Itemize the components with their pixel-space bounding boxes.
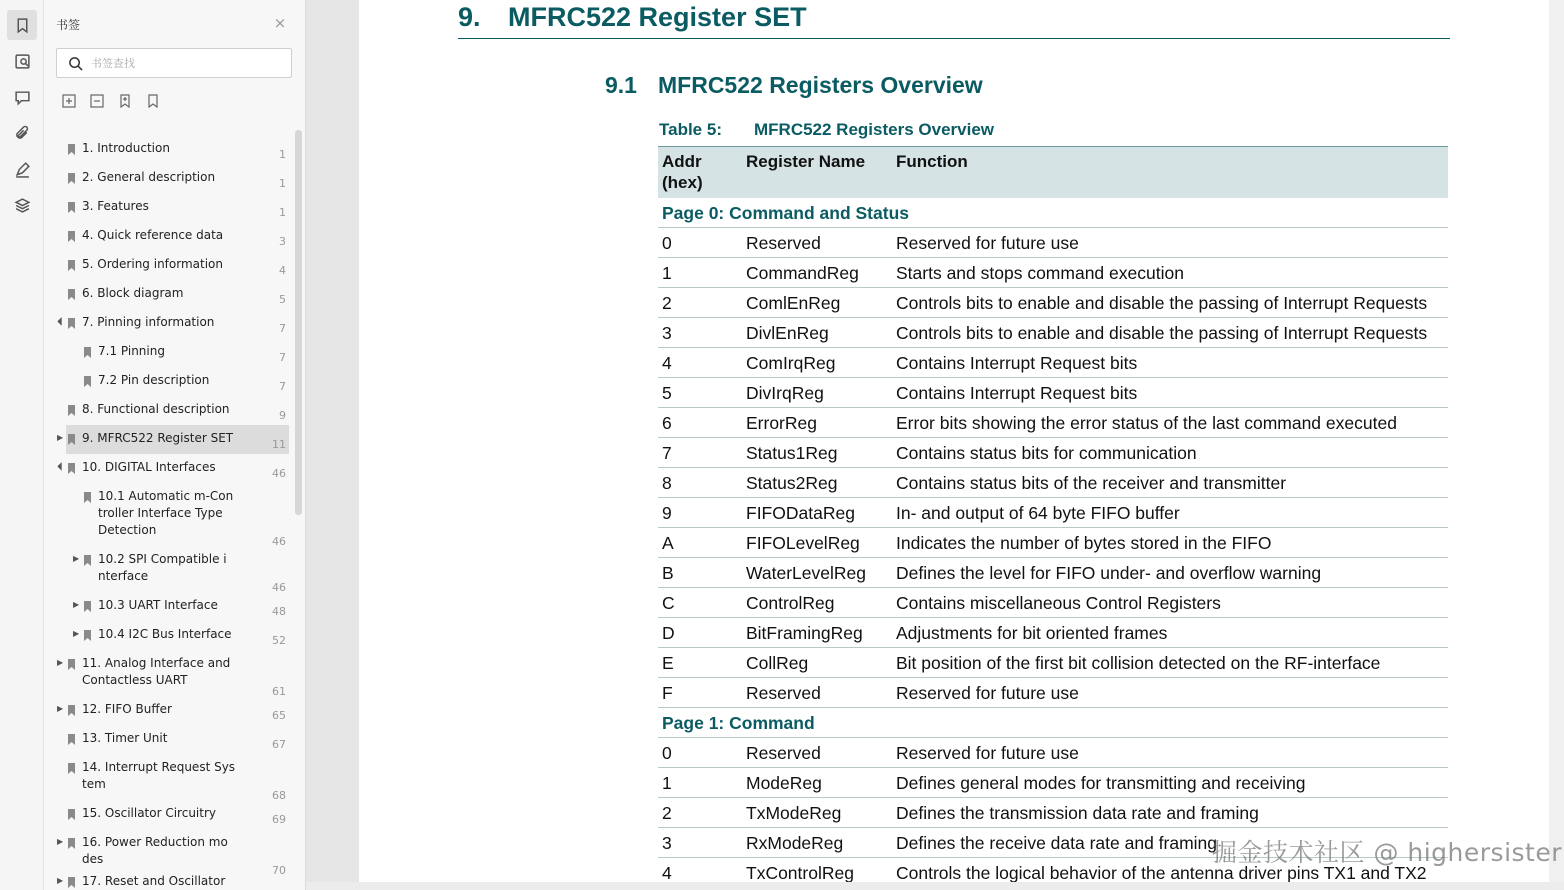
- expand-arrow-icon[interactable]: ▶: [73, 629, 80, 638]
- cell-addr: 4: [662, 863, 672, 882]
- bookmark-page-number: 67: [272, 738, 286, 751]
- cell-register-name: WaterLevelReg: [746, 563, 866, 583]
- bookmark-label: 17. Reset and Oscillator: [82, 874, 226, 888]
- expand-arrow-icon[interactable]: ▶: [57, 658, 64, 667]
- bookmark-label: 7.1 Pinning: [98, 344, 165, 358]
- bookmark-icon: [68, 658, 75, 669]
- attachment-icon[interactable]: [7, 118, 37, 148]
- bookmark-label: 4. Quick reference data: [82, 228, 224, 242]
- table-row: [658, 318, 1448, 348]
- search-icon: [68, 56, 83, 71]
- document-page: [359, 0, 1549, 882]
- bookmark-label: 10. DIGITAL Interfaces: [82, 460, 216, 474]
- section-label: Page 0: Command and Status: [662, 203, 909, 223]
- layers-icon[interactable]: [7, 190, 37, 220]
- table-caption-number: Table 5:: [659, 120, 722, 139]
- cell-register-name: FIFODataReg: [746, 503, 855, 523]
- bookmark-page-number: 1: [279, 177, 286, 190]
- bookmark-icon: [84, 554, 91, 565]
- bookmark-label: 3. Features: [82, 199, 149, 213]
- cell-register-name: RxModeReg: [746, 833, 844, 853]
- table-row: [658, 558, 1448, 588]
- cell-addr: 1: [662, 263, 672, 283]
- cell-function: Defines general modes for transmitting and receiving: [896, 773, 1306, 793]
- bookmark-icon: [68, 876, 75, 887]
- cell-function: Adjustments for bit oriented frames: [896, 623, 1168, 643]
- bookmark-page-number: 3: [279, 235, 286, 248]
- bookmark-page-number: 1: [279, 206, 286, 219]
- table-row: [658, 438, 1448, 468]
- cell-function: Reserved for future use: [896, 743, 1079, 763]
- table-row: [658, 228, 1448, 258]
- expand-arrow-icon[interactable]: ▶: [57, 704, 64, 713]
- bookmark-label: 5. Ordering information: [82, 257, 223, 271]
- collapse-all-icon[interactable]: [90, 93, 106, 109]
- cell-function: Controls bits to enable and disable the passing of Interrupt Requests: [896, 293, 1428, 313]
- expand-arrow-icon[interactable]: ▶: [57, 837, 64, 846]
- cell-function: Defines the transmission data rate and framing: [896, 803, 1259, 823]
- table-row: [658, 588, 1448, 618]
- table-row: [658, 408, 1448, 438]
- close-icon[interactable]: ×: [273, 14, 287, 32]
- collapse-arrow-icon[interactable]: ◢: [56, 316, 68, 328]
- comment-icon[interactable]: [7, 82, 37, 112]
- signature-icon[interactable]: [7, 154, 37, 184]
- bookmark-page-number: 7: [279, 380, 286, 393]
- cell-register-name: TxControlReg: [746, 863, 854, 882]
- cell-addr: 7: [662, 443, 672, 463]
- bookmark-page-number: 46: [272, 535, 286, 548]
- cell-addr: 5: [662, 383, 672, 403]
- collapse-arrow-icon[interactable]: ◢: [56, 461, 68, 473]
- cell-addr: 3: [662, 833, 672, 853]
- table-row: [658, 468, 1448, 498]
- bookmark-page-number: 7: [279, 351, 286, 364]
- cell-register-name: Reserved: [746, 683, 821, 703]
- table-row: [658, 348, 1448, 378]
- bookmark-page-number: 46: [272, 581, 286, 594]
- cell-addr: B: [662, 563, 674, 583]
- cell-addr: C: [662, 593, 675, 613]
- expand-arrow-icon[interactable]: ▶: [57, 433, 64, 442]
- cell-register-name: CollReg: [746, 653, 809, 673]
- bookmark-label: 8. Functional description: [82, 402, 230, 416]
- bookmark-icon: [68, 288, 75, 299]
- bookmark-page-number: 69: [272, 813, 286, 826]
- expand-arrow-icon[interactable]: ▶: [73, 600, 80, 609]
- cell-register-name: FIFOLevelReg: [746, 533, 860, 553]
- bookmark-label: 1. Introduction: [82, 141, 170, 155]
- expand-all-icon[interactable]: [62, 93, 78, 109]
- bookmark-icon: [68, 808, 75, 819]
- bookmark-icon: [68, 201, 75, 212]
- bookmark-label: 10.4 I2C Bus Interface: [98, 627, 232, 641]
- cell-function: Contains status bits of the receiver and transmitter: [896, 473, 1287, 493]
- cell-register-name: ComIrqReg: [746, 353, 836, 373]
- image-search-icon[interactable]: [7, 46, 37, 76]
- cell-register-name: CommandReg: [746, 263, 859, 283]
- cell-register-name: ErrorReg: [746, 413, 817, 433]
- bookmark-outline-icon[interactable]: [146, 93, 162, 109]
- bookmark-icon: [68, 404, 75, 415]
- bookmark-icon: [68, 259, 75, 270]
- right-scroll-strip[interactable]: [1549, 0, 1564, 890]
- cell-function: Contains Interrupt Request bits: [896, 383, 1138, 403]
- cell-function: Controls the logical behavior of the antenna driver pins TX1 and TX2: [896, 863, 1427, 882]
- bookmark-page-number: 61: [272, 685, 286, 698]
- bookmark-icon: [68, 837, 75, 848]
- bookmark-label: 7. Pinning information: [82, 315, 215, 329]
- cell-register-name: TxModeReg: [746, 803, 842, 823]
- cell-addr: 9: [662, 503, 672, 523]
- panel-scrollbar[interactable]: [295, 130, 302, 515]
- bookmark-icon: [68, 733, 75, 744]
- section-label: Page 1: Command: [662, 713, 815, 733]
- bookmark-icon: [84, 600, 91, 611]
- header-addr-line1: Addr: [662, 152, 702, 171]
- cell-function: Reserved for future use: [896, 683, 1079, 703]
- watermark: 掘金技术社区 @ highersister: [1212, 838, 1563, 867]
- bookmark-icon: [68, 433, 75, 444]
- bookmark-icon: [84, 629, 91, 640]
- expand-arrow-icon[interactable]: ▶: [57, 876, 64, 885]
- table-row: [658, 498, 1448, 528]
- bookmark-label: 12. FIFO Buffer: [82, 702, 172, 716]
- bookmark-icon: [84, 491, 91, 502]
- panel-title: 书签: [56, 18, 81, 32]
- bookmark-icon: [68, 762, 75, 773]
- table-caption: [659, 120, 994, 140]
- cell-addr: 6: [662, 413, 672, 433]
- bookmark-page-number: 5: [279, 293, 286, 306]
- cell-function: Starts and stops command execution: [896, 263, 1184, 283]
- bookmark-page-number: 52: [272, 634, 286, 647]
- bookmark-label: 13. Timer Unit: [82, 731, 168, 745]
- bookmark-label: 16. Power Reduction mo des: [82, 835, 228, 866]
- bookmark-icon: [68, 230, 75, 241]
- cell-register-name: BitFramingReg: [746, 623, 863, 643]
- table-row: [658, 738, 1448, 768]
- add-bookmark-icon[interactable]: [118, 93, 134, 109]
- expand-arrow-icon[interactable]: ▶: [73, 554, 80, 563]
- section-title: MFRC522 Register SET: [508, 2, 807, 32]
- table-row: [658, 528, 1448, 558]
- bookmark-page-number: 68: [272, 789, 286, 802]
- cell-addr: 0: [662, 743, 672, 763]
- header-addr: [662, 151, 703, 193]
- bookmark-icon: [84, 375, 91, 386]
- bookmark-icon: [68, 704, 75, 715]
- cell-register-name: ModeReg: [746, 773, 822, 793]
- bookmark-label: 10.3 UART Interface: [98, 598, 218, 612]
- cell-addr: 3: [662, 323, 672, 343]
- bookmark-label: 6. Block diagram: [82, 286, 184, 300]
- bookmark-label: 15. Oscillator Circuitry: [82, 806, 217, 820]
- bookmark-page-number: 4: [279, 264, 286, 277]
- cell-function: Controls bits to enable and disable the passing of Interrupt Requests: [896, 323, 1428, 343]
- table-row: [658, 678, 1448, 708]
- table-caption-text: MFRC522 Registers Overview: [754, 120, 994, 139]
- cell-addr: 2: [662, 803, 672, 823]
- subsection-heading: [605, 72, 983, 99]
- cell-function: Contains Interrupt Request bits: [896, 353, 1138, 373]
- bookmark-page-number: 46: [272, 467, 286, 480]
- cell-function: In- and output of 64 byte FIFO buffer: [896, 503, 1180, 523]
- cell-register-name: ControlReg: [746, 593, 835, 613]
- bookmark-panel: [44, 0, 306, 890]
- cell-register-name: Reserved: [746, 743, 821, 763]
- cell-addr: F: [662, 683, 673, 703]
- bookmark-page-number: 70: [272, 864, 286, 877]
- bookmark-page-number: 65: [272, 709, 286, 722]
- bookmark-page-number: 11: [272, 438, 286, 451]
- bookmark-icon: [68, 172, 75, 183]
- left-icon-rail: [0, 0, 44, 890]
- cell-function: Defines the receive data rate and framing: [896, 833, 1218, 853]
- table-row: [658, 378, 1448, 408]
- bookmark-label: 7.2 Pin description: [98, 373, 210, 387]
- bookmark-icon: [68, 317, 75, 328]
- table-row: [658, 648, 1448, 678]
- cell-addr: 2: [662, 293, 672, 313]
- cell-function: Error bits showing the error status of the last command executed: [896, 413, 1397, 433]
- header-function: Function: [896, 152, 968, 171]
- bookmark-label: 11. Analog Interface and Contactless UART: [82, 656, 231, 687]
- bottom-status-strip: [306, 882, 1564, 890]
- bookmark-search-input[interactable]: [91, 54, 281, 72]
- cell-addr: A: [662, 533, 674, 553]
- bookmark-icon: [68, 462, 75, 473]
- header-addr-line2: (hex): [662, 173, 703, 192]
- table-row: [658, 288, 1448, 318]
- bookmark-label: 9. MFRC522 Register SET: [82, 431, 234, 445]
- cell-function: Indicates the number of bytes stored in the FIFO: [896, 533, 1272, 553]
- table-section-row: [658, 198, 1448, 228]
- table-header: [658, 146, 1448, 198]
- table-row: [658, 768, 1448, 798]
- bookmark-label: 10.1 Automatic m-Con troller Interface Type Detection: [98, 489, 234, 537]
- bookmark-page-number: 1: [279, 148, 286, 161]
- heading-rule: [458, 38, 1450, 39]
- cell-register-name: ComlEnReg: [746, 293, 841, 313]
- bookmark-icon[interactable]: [7, 10, 37, 40]
- bookmark-label: 14. Interrupt Request Sys tem: [82, 760, 236, 791]
- header-register-name: Register Name: [746, 152, 866, 171]
- bookmark-search-box[interactable]: [56, 48, 292, 78]
- section-number: 9.: [458, 2, 481, 32]
- cell-register-name: Status1Reg: [746, 443, 838, 463]
- bookmark-page-number: 48: [272, 605, 286, 618]
- subsection-title: MFRC522 Registers Overview: [658, 72, 983, 98]
- cell-function: Reserved for future use: [896, 233, 1079, 253]
- cell-addr: E: [662, 653, 674, 673]
- cell-register-name: Status2Reg: [746, 473, 838, 493]
- cell-addr: 8: [662, 473, 672, 493]
- cell-function: Bit position of the first bit collision detected on the RF-interface: [896, 653, 1381, 673]
- subsection-number: 9.1: [605, 72, 637, 98]
- cell-register-name: DivIrqReg: [746, 383, 824, 403]
- cell-register-name: Reserved: [746, 233, 821, 253]
- bookmark-label: 2. General description: [82, 170, 216, 184]
- cell-addr: 0: [662, 233, 672, 253]
- table-section-row: [658, 708, 1448, 738]
- bookmark-icon: [68, 143, 75, 154]
- table-row: [658, 798, 1448, 828]
- cell-addr: 1: [662, 773, 672, 793]
- cell-register-name: DivlEnReg: [746, 323, 829, 343]
- cell-addr: 4: [662, 353, 672, 373]
- cell-function: Contains status bits for communication: [896, 443, 1197, 463]
- bookmark-label: 10.2 SPI Compatible i nterface: [98, 552, 227, 583]
- bookmark-page-number: 7: [279, 322, 286, 335]
- cell-function: Defines the level for FIFO under- and overflow warning: [896, 563, 1322, 583]
- table-row: [658, 618, 1448, 648]
- cell-function: Contains miscellaneous Control Registers: [896, 593, 1221, 613]
- bookmark-page-number: 9: [279, 409, 286, 422]
- bookmark-icon: [84, 346, 91, 357]
- table-row: [658, 258, 1448, 288]
- cell-addr: D: [662, 623, 675, 643]
